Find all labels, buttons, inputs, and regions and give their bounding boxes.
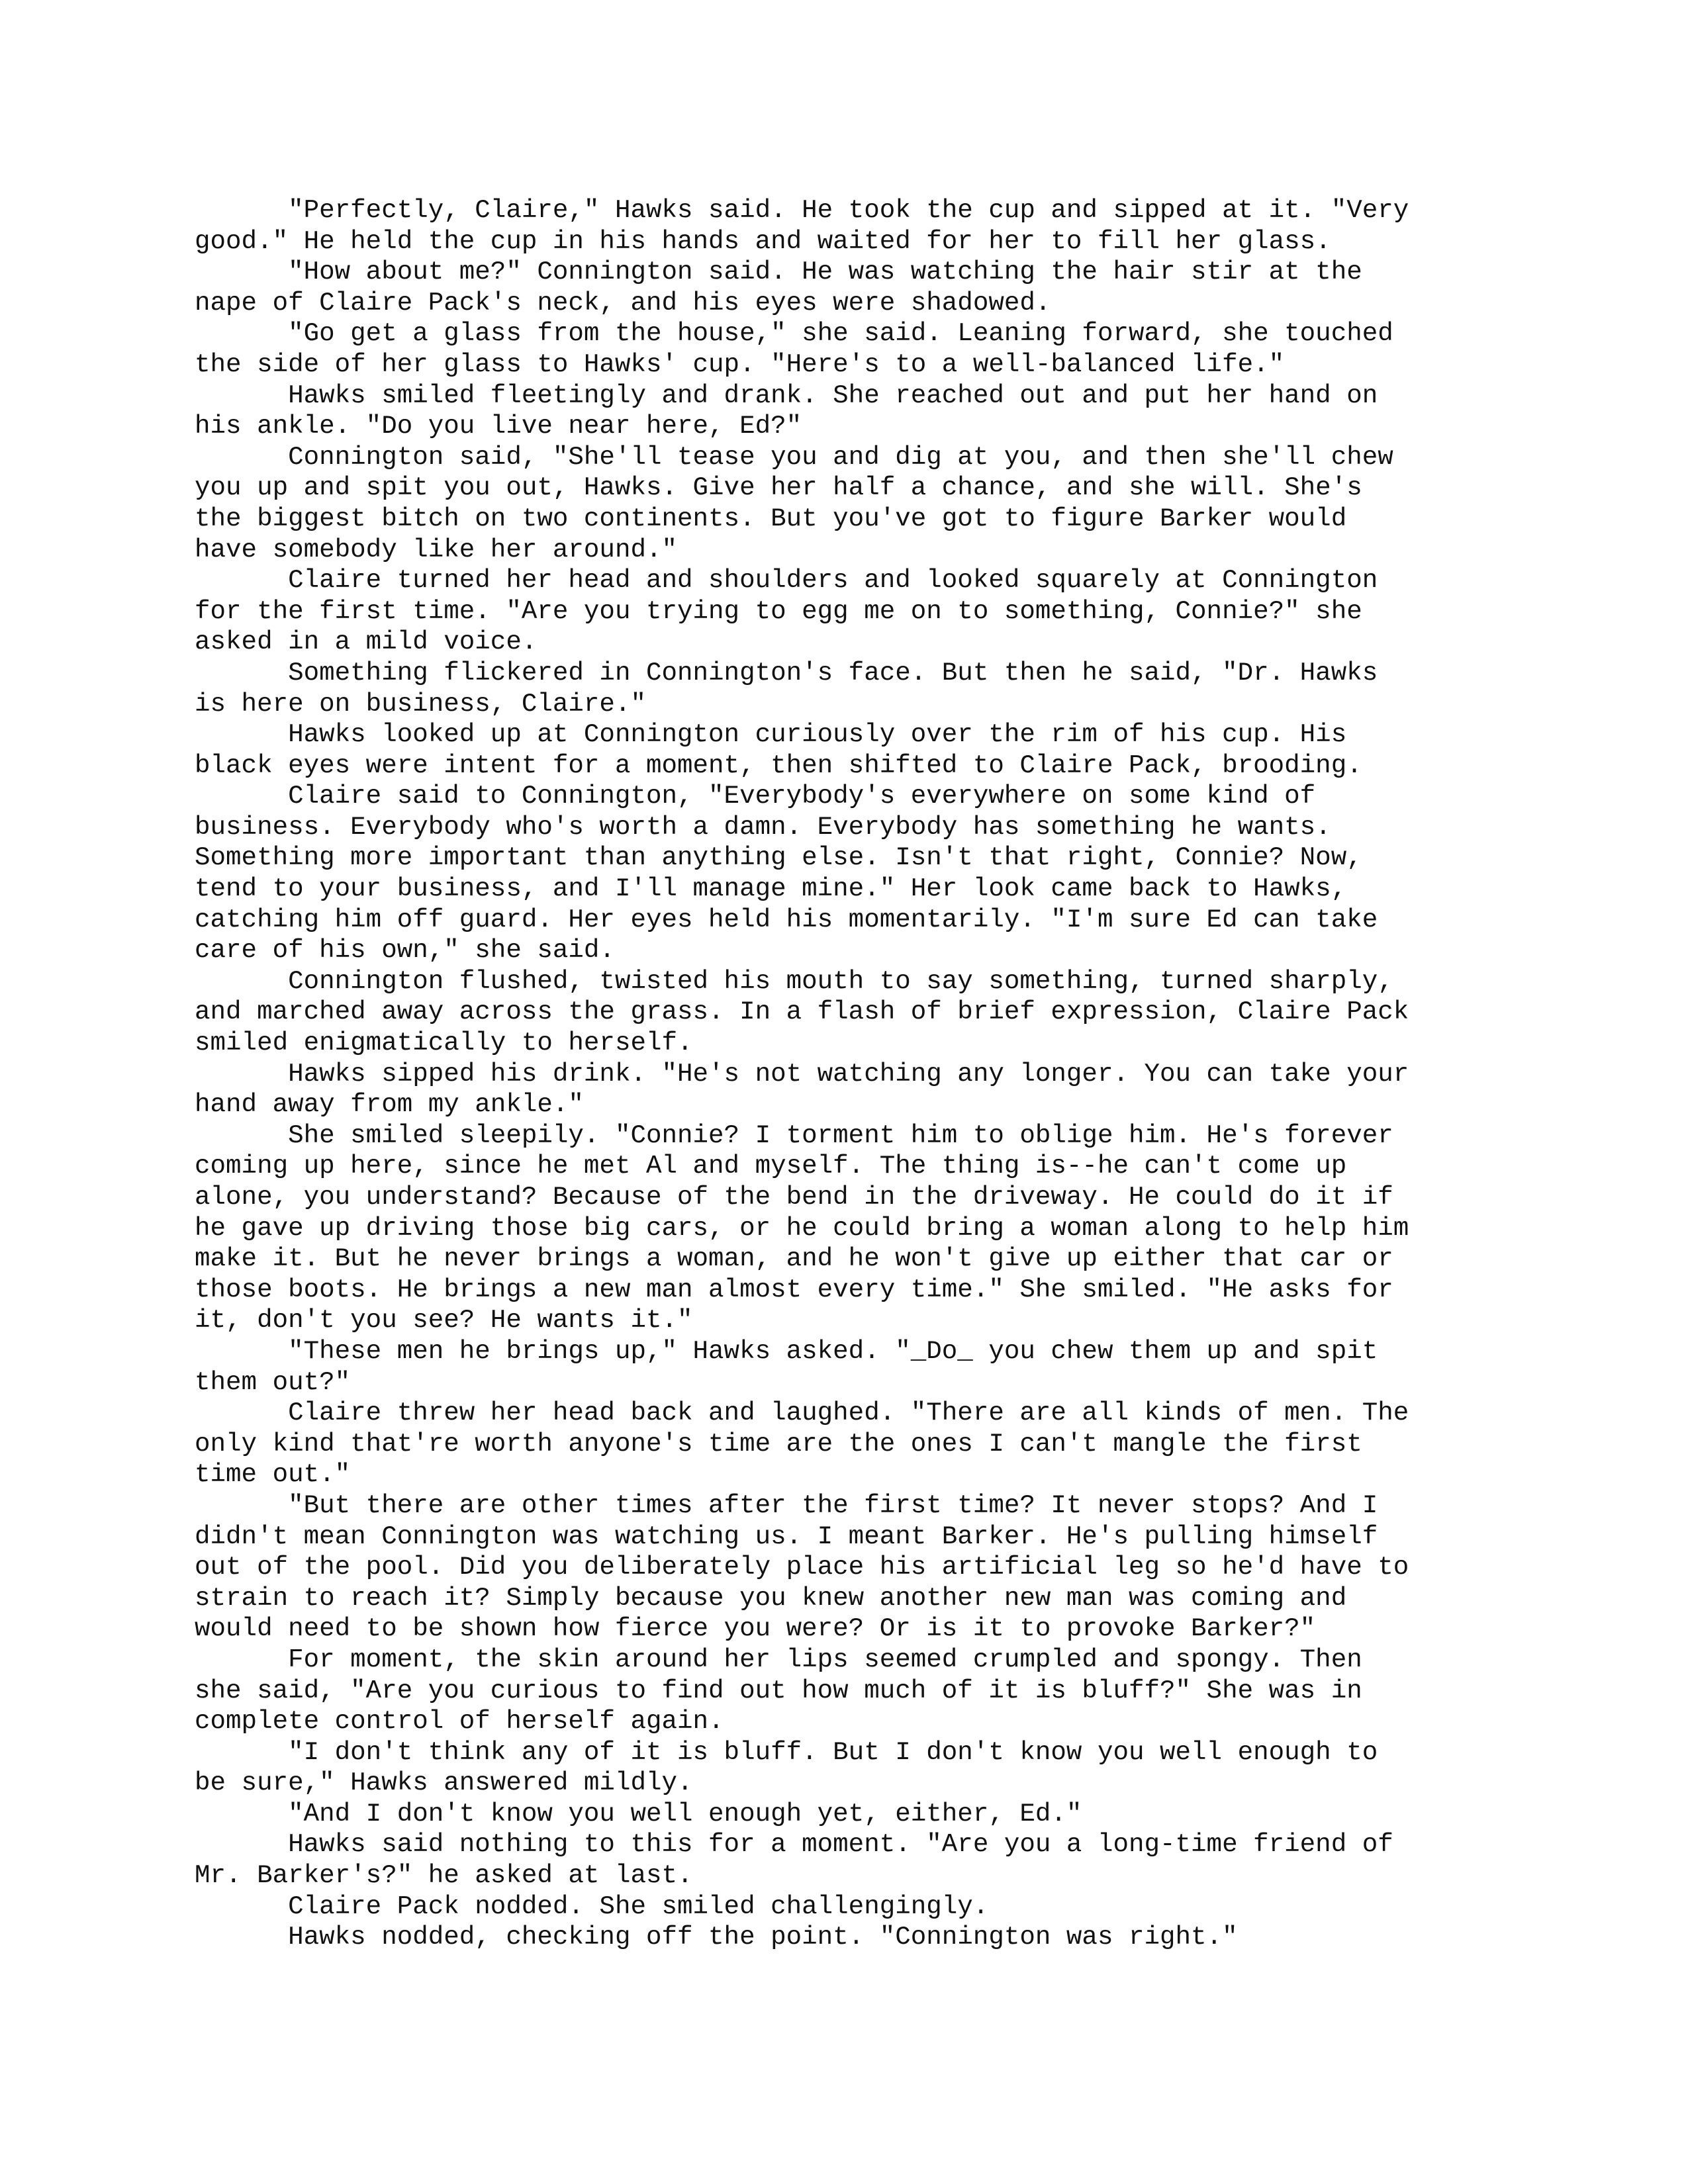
text-line: coming up here, since he met Al and myself. The thing is--he can't come up — [195, 1151, 1347, 1181]
body-text — [195, 195, 1492, 1953]
text-line: Hawks looked up at Connington curiously over the rim of his cup. His — [195, 719, 1347, 750]
text-line: his ankle. "Do you live near here, Ed?" — [195, 411, 802, 441]
text-line: alone, you understand? Because of the bend in the driveway. He could do it if — [195, 1182, 1393, 1212]
text-line: Claire said to Connington, "Everybody's everywhere on some kind of — [195, 781, 1316, 811]
text-line: catching him off guard. Her eyes held his momentarily. "I'm sure Ed can take — [195, 904, 1378, 934]
text-line: Something flickered in Connington's face. But then he said, "Dr. Hawks — [195, 657, 1378, 688]
text-line: asked in a mild voice. — [195, 627, 538, 657]
text-line: only kind that're worth anyone's time are the ones I can't mangle the first — [195, 1428, 1362, 1459]
text-line: and marched away across the grass. In a flash of brief expression, Claire Pack — [195, 997, 1409, 1027]
text-line: it, don't you see? He wants it." — [195, 1305, 693, 1336]
text-line: Claire threw her head back and laughed. "There are all kinds of men. The — [195, 1398, 1409, 1428]
text-line: smiled enigmatically to herself. — [195, 1028, 693, 1058]
text-line: them out?" — [195, 1367, 351, 1397]
text-line: Hawks said nothing to this for a moment. "Are you a long-time friend of — [195, 1829, 1393, 1860]
text-line: Claire turned her head and shoulders and looked squarely at Connington — [195, 565, 1378, 596]
text-line: Hawks nodded, checking off the point. "Connington was right." — [195, 1922, 1238, 1952]
text-line: make it. But he never brings a woman, and he won't give up either that car or — [195, 1244, 1393, 1274]
text-line: for the first time. "Are you trying to egg me on to something, Connie?" she — [195, 596, 1362, 626]
text-line: "How about me?" Connington said. He was watching the hair stir at the — [195, 257, 1362, 287]
text-line: didn't mean Connington was watching us. I meant Barker. He's pulling himself — [195, 1521, 1378, 1551]
text-line: business. Everybody who's worth a damn. Everybody has something he wants. — [195, 811, 1331, 842]
text-line: care of his own," she said. — [195, 935, 615, 966]
text-line: you up and spit you out, Hawks. Give her half a chance, and she will. She's — [195, 473, 1362, 503]
text-line: Connington flushed, twisted his mouth to say something, turned sharply, — [195, 966, 1393, 996]
text-line: she said, "Are you curious to find out how much of it is bluff?" She was in — [195, 1675, 1362, 1706]
text-line: black eyes were intent for a moment, then shifted to Claire Pack, brooding. — [195, 750, 1362, 780]
text-line: is here on business, Claire." — [195, 688, 646, 719]
text-line: have somebody like her around." — [195, 534, 678, 565]
text-line: Mr. Barker's?" he asked at last. — [195, 1860, 693, 1891]
text-line: complete control of herself again. — [195, 1706, 724, 1737]
text-line: Connington said, "She'll tease you and dig at you, and then she'll chew — [195, 441, 1393, 472]
text-line: Something more important than anything else. Isn't that right, Connie? Now, — [195, 842, 1362, 873]
text-line: nape of Claire Pack's neck, and his eyes were shadowed. — [195, 287, 1051, 318]
text-line: Hawks smiled fleetingly and drank. She reached out and put her hand on — [195, 380, 1378, 410]
text-line: those boots. He brings a new man almost every time." She smiled. "He asks for — [195, 1274, 1393, 1304]
text-line: strain to reach it? Simply because you knew another new man was coming and — [195, 1582, 1347, 1613]
text-line: Hawks sipped his drink. "He's not watching any longer. You can take your — [195, 1058, 1409, 1089]
text-line: be sure," Hawks answered mildly. — [195, 1768, 693, 1798]
text-line: Claire Pack nodded. She smiled challengingly. — [195, 1891, 989, 1921]
text-line: out of the pool. Did you deliberately place his artificial leg so he'd have to — [195, 1552, 1409, 1582]
text-line: "And I don't know you well enough yet, either, Ed." — [195, 1798, 1082, 1829]
text-line: "But there are other times after the first time? It never stops? And I — [195, 1490, 1378, 1520]
text-line: hand away from my ankle." — [195, 1089, 584, 1120]
text-line: For moment, the skin around her lips seemed crumpled and spongy. Then — [195, 1644, 1362, 1674]
text-line: She smiled sleepily. "Connie? I torment him to oblige him. He's forever — [195, 1120, 1393, 1150]
text-line: would need to be shown how fierce you were? Or is it to provoke Barker?" — [195, 1614, 1316, 1644]
text-line: "I don't think any of it is bluff. But I don't know you well enough to — [195, 1737, 1378, 1767]
text-line: good." He held the cup in his hands and waited for her to fill her glass. — [195, 226, 1331, 256]
text-line: "These men he brings up," Hawks asked. "_Do_ you chew them up and spit — [195, 1336, 1378, 1366]
text-line: "Go get a glass from the house," she said. Leaning forward, she touched — [195, 318, 1393, 349]
text-line: the biggest bitch on two continents. But you've got to figure Barker would — [195, 503, 1347, 533]
text-line: "Perfectly, Claire," Hawks said. He took the cup and sipped at it. "Very — [195, 195, 1409, 225]
text-line: he gave up driving those big cars, or he could bring a woman along to help him — [195, 1212, 1409, 1243]
text-line: tend to your business, and I'll manage mine." Her look came back to Hawks, — [195, 874, 1347, 904]
text-line: the side of her glass to Hawks' cup. "Here's to a well-balanced life." — [195, 349, 1285, 379]
text-line: time out." — [195, 1459, 351, 1490]
